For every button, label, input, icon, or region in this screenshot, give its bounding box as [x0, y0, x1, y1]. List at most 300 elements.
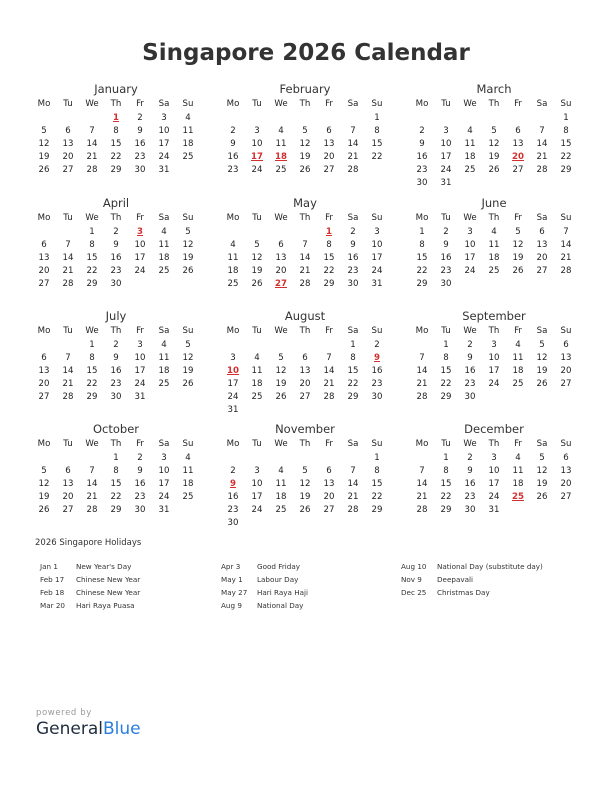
- month-name: March: [476, 82, 512, 96]
- holiday-item: [40, 599, 140, 612]
- weekday-label: Tu: [252, 326, 262, 336]
- week-row: [410, 352, 578, 365]
- day-cell: 20: [62, 492, 74, 502]
- weekday-label: Tu: [63, 213, 73, 223]
- empty-cell: [221, 226, 245, 239]
- week-row: [32, 365, 200, 378]
- day-cell: 28: [299, 279, 311, 289]
- day-cell: 8: [89, 240, 95, 250]
- day-cell: 18: [182, 479, 194, 489]
- day-cell: 16: [464, 479, 476, 489]
- day-cell: 6: [65, 126, 71, 136]
- day-cell: 23: [347, 266, 359, 276]
- week-row: [221, 239, 389, 252]
- empty-cell: [530, 177, 554, 190]
- holiday-day-cell: 17: [251, 152, 263, 162]
- day-cell: 16: [464, 366, 476, 376]
- day-cell: 2: [467, 453, 473, 463]
- day-cell: 20: [38, 379, 50, 389]
- day-cell: 21: [62, 266, 74, 276]
- weekday-header: [221, 325, 389, 338]
- weekday-label: Tu: [252, 213, 262, 223]
- day-cell: 11: [464, 139, 476, 149]
- day-cell: 25: [182, 152, 194, 162]
- week-row: [221, 391, 389, 404]
- day-cell: 2: [137, 113, 143, 123]
- empty-cell: [458, 177, 482, 190]
- day-cell: 25: [275, 165, 287, 175]
- day-cell: 17: [440, 152, 452, 162]
- empty-cell: [293, 339, 317, 352]
- empty-cell: [245, 339, 269, 352]
- day-cell: 16: [371, 366, 383, 376]
- month-name: August: [284, 309, 326, 323]
- day-cell: 5: [254, 240, 260, 250]
- weekday-header: [32, 98, 200, 111]
- day-cell: 13: [560, 353, 572, 363]
- weekday-label: Sa: [347, 213, 359, 223]
- day-cell: 8: [113, 466, 119, 476]
- empty-cell: [506, 112, 530, 125]
- holiday-day-cell: 18: [275, 152, 287, 162]
- day-cell: 11: [275, 139, 287, 149]
- weekday-header: [32, 325, 200, 338]
- week-row: [32, 478, 200, 491]
- holiday-day-cell: 10: [227, 366, 239, 376]
- weekday-label: Sa: [158, 213, 170, 223]
- day-cell: 16: [110, 366, 122, 376]
- day-cell: 9: [350, 240, 356, 250]
- weekday-label: Th: [110, 326, 122, 336]
- day-cell: 3: [374, 227, 380, 237]
- week-row: [32, 491, 200, 504]
- day-cell: 19: [299, 152, 311, 162]
- week-row: [32, 452, 200, 465]
- empty-cell: [482, 177, 506, 190]
- empty-cell: [482, 112, 506, 125]
- weekday-label: Sa: [158, 326, 170, 336]
- month-december: [410, 422, 578, 517]
- day-cell: 23: [464, 492, 476, 502]
- month-september: [410, 309, 578, 404]
- day-cell: 17: [158, 139, 170, 149]
- holiday-name: Labour Day: [257, 575, 299, 584]
- day-cell: 27: [512, 165, 524, 175]
- day-cell: 2: [467, 340, 473, 350]
- day-cell: 4: [161, 340, 167, 350]
- empty-cell: [506, 504, 530, 517]
- weekday-label: We: [463, 326, 477, 336]
- day-cell: 7: [65, 240, 71, 250]
- week-row: [221, 226, 389, 239]
- weekday-header: [410, 212, 578, 225]
- empty-cell: [221, 112, 245, 125]
- week-row: [32, 164, 200, 177]
- empty-cell: [410, 452, 434, 465]
- day-cell: 7: [350, 466, 356, 476]
- day-cell: 26: [299, 165, 311, 175]
- day-cell: 25: [512, 379, 524, 389]
- day-cell: 3: [491, 340, 497, 350]
- weekday-label: Fr: [325, 326, 333, 336]
- day-cell: 6: [41, 240, 47, 250]
- day-cell: 30: [464, 505, 476, 515]
- day-cell: 20: [536, 253, 548, 263]
- weekday-label: Su: [182, 213, 194, 223]
- day-cell: 10: [158, 466, 170, 476]
- empty-cell: [245, 404, 269, 417]
- week-row: [32, 138, 200, 151]
- week-row: [410, 112, 578, 125]
- weekday-label: We: [463, 213, 477, 223]
- day-cell: 29: [86, 392, 98, 402]
- week-row: [410, 252, 578, 265]
- week-row: [32, 278, 200, 291]
- day-cell: 3: [443, 126, 449, 136]
- weekday-label: We: [85, 439, 99, 449]
- day-cell: 5: [302, 126, 308, 136]
- day-cell: 24: [251, 505, 263, 515]
- weekday-label: We: [274, 213, 288, 223]
- day-cell: 4: [278, 466, 284, 476]
- day-cell: 22: [110, 152, 122, 162]
- brand-name-blue: Blue: [103, 719, 141, 739]
- empty-cell: [80, 112, 104, 125]
- day-cell: 16: [227, 492, 239, 502]
- empty-cell: [506, 278, 530, 291]
- holiday-date: Aug 10: [401, 562, 427, 571]
- day-cell: 18: [251, 379, 263, 389]
- day-cell: 18: [227, 266, 239, 276]
- week-row: [32, 352, 200, 365]
- weekday-label: Th: [299, 213, 311, 223]
- weekday-label: Th: [299, 99, 311, 109]
- day-cell: 30: [464, 392, 476, 402]
- day-cell: 29: [347, 392, 359, 402]
- day-cell: 29: [110, 505, 122, 515]
- day-cell: 21: [299, 266, 311, 276]
- day-cell: 5: [185, 340, 191, 350]
- empty-cell: [482, 278, 506, 291]
- empty-cell: [221, 452, 245, 465]
- week-row: [32, 465, 200, 478]
- holiday-date: Jan 1: [40, 562, 58, 571]
- holiday-item: [40, 586, 140, 599]
- empty-cell: [530, 391, 554, 404]
- day-cell: 4: [185, 453, 191, 463]
- day-cell: 26: [275, 392, 287, 402]
- day-cell: 11: [182, 126, 194, 136]
- day-cell: 6: [326, 466, 332, 476]
- day-cell: 21: [347, 492, 359, 502]
- empty-cell: [176, 391, 200, 404]
- week-row: [221, 138, 389, 151]
- empty-cell: [434, 112, 458, 125]
- weekday-label: We: [274, 326, 288, 336]
- holiday-item: [401, 560, 543, 573]
- day-cell: 27: [536, 266, 548, 276]
- day-cell: 11: [227, 253, 239, 263]
- day-cell: 1: [563, 113, 569, 123]
- weekday-header: [410, 98, 578, 111]
- day-cell: 26: [251, 279, 263, 289]
- day-cell: 28: [416, 392, 428, 402]
- day-cell: 18: [488, 253, 500, 263]
- day-cell: 30: [110, 279, 122, 289]
- empty-cell: [245, 112, 269, 125]
- week-row: [221, 452, 389, 465]
- empty-cell: [269, 517, 293, 530]
- day-cell: 11: [158, 240, 170, 250]
- empty-cell: [32, 452, 56, 465]
- day-cell: 24: [134, 379, 146, 389]
- week-row: [410, 391, 578, 404]
- empty-cell: [317, 112, 341, 125]
- brand-logo: [36, 708, 141, 739]
- empty-cell: [317, 517, 341, 530]
- week-row: [221, 352, 389, 365]
- week-row: [410, 164, 578, 177]
- weekday-label: Th: [110, 439, 122, 449]
- day-cell: 15: [560, 139, 572, 149]
- day-cell: 9: [419, 139, 425, 149]
- empty-cell: [365, 404, 389, 417]
- day-cell: 28: [323, 392, 335, 402]
- weekday-label: Tu: [252, 99, 262, 109]
- day-cell: 5: [491, 126, 497, 136]
- day-cell: 12: [536, 466, 548, 476]
- month-february: [221, 82, 389, 177]
- holiday-column: [40, 560, 140, 612]
- day-cell: 1: [89, 227, 95, 237]
- day-cell: 27: [38, 392, 50, 402]
- empty-cell: [554, 177, 578, 190]
- empty-cell: [410, 112, 434, 125]
- empty-cell: [269, 112, 293, 125]
- day-cell: 27: [323, 505, 335, 515]
- empty-cell: [458, 112, 482, 125]
- day-cell: 15: [371, 479, 383, 489]
- day-cell: 30: [134, 505, 146, 515]
- holiday-name: Christmas Day: [437, 588, 490, 597]
- day-cell: 25: [464, 165, 476, 175]
- holiday-item: [221, 573, 308, 586]
- day-cell: 1: [443, 453, 449, 463]
- week-row: [410, 365, 578, 378]
- day-cell: 16: [110, 253, 122, 263]
- month-july: [32, 309, 200, 404]
- day-cell: 18: [512, 366, 524, 376]
- day-cell: 12: [251, 253, 263, 263]
- day-cell: 15: [347, 366, 359, 376]
- day-cell: 5: [539, 453, 545, 463]
- empty-cell: [176, 278, 200, 291]
- day-cell: 13: [62, 479, 74, 489]
- day-cell: 25: [251, 392, 263, 402]
- day-cell: 9: [467, 353, 473, 363]
- day-cell: 17: [488, 366, 500, 376]
- day-cell: 4: [230, 240, 236, 250]
- empty-cell: [245, 452, 269, 465]
- weekday-label: Sa: [536, 326, 548, 336]
- day-cell: 10: [488, 353, 500, 363]
- empty-cell: [293, 404, 317, 417]
- day-cell: 2: [113, 227, 119, 237]
- day-cell: 30: [134, 165, 146, 175]
- day-cell: 10: [158, 126, 170, 136]
- day-cell: 19: [299, 492, 311, 502]
- empty-cell: [245, 226, 269, 239]
- powered-by-text: powered by: [36, 708, 92, 718]
- day-cell: 6: [539, 227, 545, 237]
- day-cell: 28: [347, 505, 359, 515]
- day-cell: 22: [86, 379, 98, 389]
- weekday-label: Su: [560, 326, 572, 336]
- day-cell: 23: [227, 505, 239, 515]
- day-cell: 18: [464, 152, 476, 162]
- day-cell: 5: [41, 466, 47, 476]
- day-cell: 29: [323, 279, 335, 289]
- day-cell: 11: [512, 353, 524, 363]
- week-row: [32, 151, 200, 164]
- day-cell: 6: [302, 353, 308, 363]
- day-cell: 8: [374, 126, 380, 136]
- day-cell: 16: [134, 479, 146, 489]
- day-cell: 1: [89, 340, 95, 350]
- holiday-item: [40, 560, 140, 573]
- day-cell: 10: [251, 139, 263, 149]
- day-cell: 4: [515, 453, 521, 463]
- day-cell: 18: [275, 492, 287, 502]
- week-row: [410, 265, 578, 278]
- day-cell: 22: [440, 379, 452, 389]
- day-cell: 14: [416, 479, 428, 489]
- holiday-name: Hari Raya Puasa: [76, 601, 135, 610]
- day-cell: 28: [347, 165, 359, 175]
- empty-cell: [341, 517, 365, 530]
- week-row: [221, 265, 389, 278]
- weekday-label: Tu: [441, 213, 451, 223]
- day-cell: 7: [89, 126, 95, 136]
- holiday-day-cell: 25: [512, 492, 524, 502]
- holiday-day-cell: 27: [275, 279, 287, 289]
- weekday-label: Su: [371, 326, 383, 336]
- day-cell: 27: [62, 165, 74, 175]
- month-october: [32, 422, 200, 517]
- day-cell: 16: [227, 152, 239, 162]
- day-cell: 19: [536, 366, 548, 376]
- day-cell: 11: [182, 466, 194, 476]
- day-cell: 19: [488, 152, 500, 162]
- day-cell: 14: [347, 479, 359, 489]
- day-cell: 7: [539, 126, 545, 136]
- day-cell: 24: [227, 392, 239, 402]
- week-row: [32, 378, 200, 391]
- day-cell: 6: [563, 453, 569, 463]
- day-cell: 4: [161, 227, 167, 237]
- weekday-label: Mo: [415, 326, 429, 336]
- holiday-column: [401, 560, 543, 599]
- day-cell: 31: [488, 505, 500, 515]
- empty-cell: [482, 391, 506, 404]
- day-cell: 15: [416, 253, 428, 263]
- empty-cell: [341, 452, 365, 465]
- day-cell: 25: [158, 379, 170, 389]
- holiday-date: May 1: [221, 575, 243, 584]
- day-cell: 23: [110, 379, 122, 389]
- weekday-label: Su: [560, 439, 572, 449]
- day-cell: 12: [182, 353, 194, 363]
- day-cell: 18: [158, 253, 170, 263]
- day-cell: 14: [299, 253, 311, 263]
- weekday-label: We: [85, 213, 99, 223]
- day-cell: 21: [347, 152, 359, 162]
- day-cell: 29: [86, 279, 98, 289]
- day-cell: 2: [419, 126, 425, 136]
- weekday-label: We: [463, 99, 477, 109]
- day-cell: 8: [419, 240, 425, 250]
- day-cell: 2: [350, 227, 356, 237]
- empty-cell: [317, 452, 341, 465]
- weekday-label: Fr: [325, 99, 333, 109]
- empty-cell: [317, 404, 341, 417]
- holiday-date: Feb 18: [40, 588, 65, 597]
- holiday-day-cell: 1: [113, 113, 119, 123]
- week-row: [410, 278, 578, 291]
- holiday-day-cell: 9: [230, 479, 236, 489]
- day-cell: 27: [62, 505, 74, 515]
- day-cell: 13: [275, 253, 287, 263]
- empty-cell: [176, 164, 200, 177]
- week-row: [32, 239, 200, 252]
- empty-cell: [293, 226, 317, 239]
- week-row: [221, 151, 389, 164]
- day-cell: 1: [113, 453, 119, 463]
- empty-cell: [506, 391, 530, 404]
- day-cell: 30: [416, 178, 428, 188]
- day-cell: 12: [182, 240, 194, 250]
- day-cell: 21: [323, 379, 335, 389]
- day-cell: 26: [38, 165, 50, 175]
- day-cell: 14: [62, 253, 74, 263]
- day-cell: 9: [113, 353, 119, 363]
- day-cell: 17: [488, 479, 500, 489]
- day-cell: 11: [158, 353, 170, 363]
- weekday-label: Tu: [441, 439, 451, 449]
- day-cell: 23: [440, 266, 452, 276]
- empty-cell: [506, 177, 530, 190]
- day-cell: 15: [440, 366, 452, 376]
- weekday-header: [32, 438, 200, 451]
- day-cell: 24: [158, 152, 170, 162]
- empty-cell: [365, 517, 389, 530]
- day-cell: 24: [488, 492, 500, 502]
- day-cell: 20: [38, 266, 50, 276]
- month-november: [221, 422, 389, 530]
- weekday-label: Th: [488, 99, 500, 109]
- day-cell: 2: [230, 126, 236, 136]
- month-january: [32, 82, 200, 177]
- day-cell: 5: [539, 340, 545, 350]
- day-cell: 21: [416, 379, 428, 389]
- day-cell: 11: [488, 240, 500, 250]
- day-cell: 12: [299, 139, 311, 149]
- month-name: February: [279, 82, 331, 96]
- day-cell: 1: [374, 113, 380, 123]
- day-cell: 26: [299, 505, 311, 515]
- holiday-name: Chinese New Year: [76, 588, 141, 597]
- empty-cell: [221, 339, 245, 352]
